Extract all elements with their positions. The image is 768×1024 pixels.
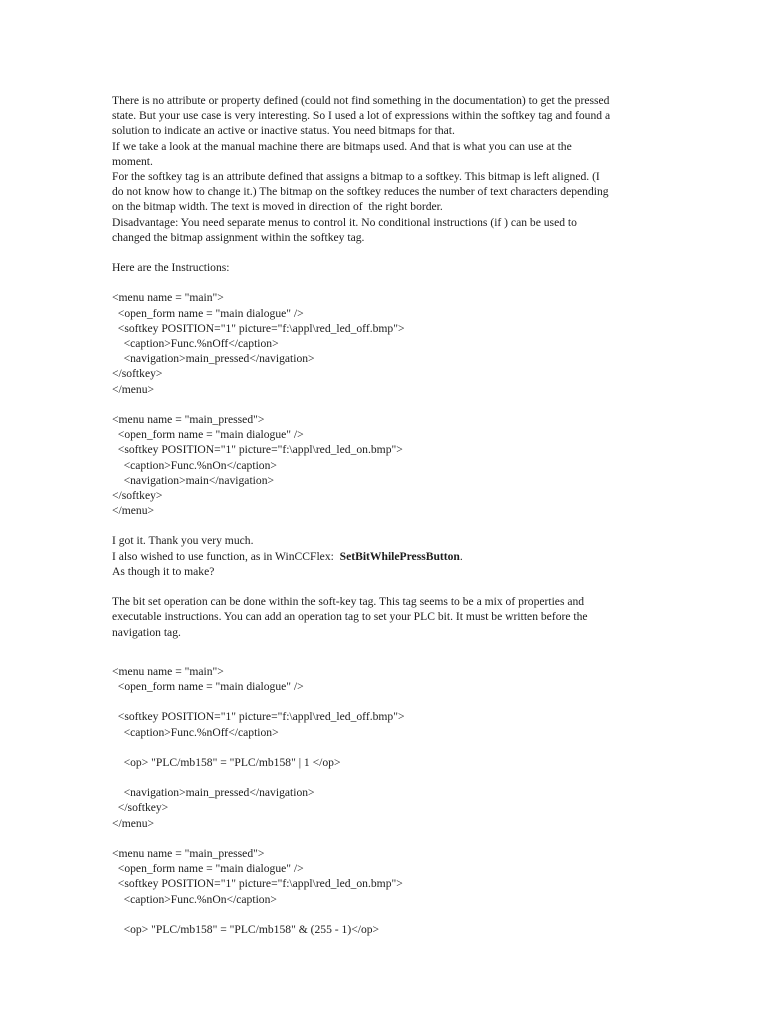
code-line: <menu name = "main"> [112, 664, 224, 678]
code-line: <open_form name = "main dialogue" /> [112, 428, 304, 442]
text-line: If we take a look at the manual machine there are bitmaps used. And that is what you can use at the [112, 139, 572, 153]
text-line: The bit set operation can be done within the soft-key tag. This tag seems to be a mix of properties and [112, 595, 585, 609]
code-line: <softkey POSITION="1" picture="f:\appl\red_led_off.bmp"> [112, 710, 405, 724]
spacer [112, 275, 657, 290]
code-block-main [112, 290, 657, 396]
code-line: <softkey POSITION="1" picture="f:\appl\red_led_on.bmp"> [112, 443, 403, 457]
code-line: <open_form name = "main dialogue" /> [112, 679, 304, 693]
document-content [112, 93, 657, 937]
reply-block [112, 533, 657, 579]
text-line: do not know how to change it.) The bitmap on the softkey reduces the number of text characters depending [112, 185, 609, 199]
code-block-main-pressed-op [112, 846, 657, 937]
code-line: <softkey POSITION="1" picture="f:\appl\red_led_on.bmp"> [112, 877, 403, 891]
spacer [112, 579, 657, 594]
code-line: </menu> [112, 382, 155, 396]
reply-prefix: I also wished to use function, as in WinCCFlex: [112, 549, 340, 563]
code-block-main-pressed [112, 412, 657, 518]
function-name: SetBitWhilePressButton [339, 549, 460, 563]
code-line: <navigation>main_pressed</navigation> [112, 352, 315, 366]
reply-line: I got it. Thank you very much. [112, 534, 254, 548]
spacer [112, 740, 657, 755]
code-line: <navigation>main_pressed</navigation> [112, 786, 315, 800]
text-line: state. But your use case is very interesting. So I used a lot of expressions within the softkey tag and found a [112, 109, 611, 123]
code-line: <softkey POSITION="1" picture="f:\appl\red_led_off.bmp"> [112, 321, 405, 335]
text-line: navigation tag. [112, 625, 181, 639]
spacer [112, 640, 657, 664]
code-line: </menu> [112, 504, 155, 518]
code-line: <open_form name = "main dialogue" /> [112, 862, 304, 876]
spacer [112, 831, 657, 846]
spacer [112, 518, 657, 533]
code-line: </softkey> [112, 488, 163, 502]
code-line: <navigation>main</navigation> [112, 473, 275, 487]
code-line: </menu> [112, 816, 155, 830]
code-line: </softkey> [112, 801, 169, 815]
paragraph-answer [112, 594, 657, 640]
code-line: <op> "PLC/mb158" = "PLC/mb158" | 1 </op> [112, 755, 341, 769]
text-line: solution to indicate an active or inactive status. You need bitmaps for that. [112, 124, 455, 138]
spacer [112, 907, 657, 922]
text-line: There is no attribute or property defined (could not find something in the documentation) to get the pressed [112, 94, 610, 107]
reply-line: As though it to make? [112, 564, 215, 578]
spacer [112, 770, 657, 785]
code-line: <caption>Func.%nOff</caption> [112, 725, 279, 739]
paragraph-intro [112, 93, 657, 245]
code-line: <menu name = "main_pressed"> [112, 847, 265, 860]
code-line: <menu name = "main"> [112, 291, 224, 305]
spacer [112, 245, 657, 260]
spacer [112, 397, 657, 412]
text-line: moment. [112, 154, 153, 168]
code-line: <caption>Func.%nOn</caption> [112, 458, 277, 472]
text-line: executable instructions. You can add an operation tag to set your PLC bit. It must be written before the [112, 610, 588, 624]
reply-line [112, 549, 657, 564]
text-line: changed the bitmap assignment within the softkey tag. [112, 230, 365, 244]
text-line: on the bitmap width. The text is moved in direction of the right border. [112, 200, 443, 214]
code-line: <op> "PLC/mb158" = "PLC/mb158" & (255 - 1)</op> [112, 922, 380, 936]
spacer [112, 694, 657, 709]
instructions-heading: Here are the Instructions: [112, 261, 230, 275]
code-line: <open_form name = "main dialogue" /> [112, 306, 304, 320]
text-line: Disadvantage: You need separate menus to control it. No conditional instructions (if ) can be used to [112, 215, 577, 229]
text-line: For the softkey tag is an attribute defined that assigns a bitmap to a softkey. This bitmap is left aligned. (I [112, 169, 600, 183]
reply-suffix: . [459, 549, 463, 563]
code-line: </softkey> [112, 367, 163, 381]
code-line: <menu name = "main_pressed"> [112, 412, 265, 426]
code-line: <caption>Func.%nOff</caption> [112, 337, 279, 350]
code-block-main-op [112, 664, 657, 831]
code-line: <caption>Func.%nOn</caption> [112, 892, 277, 906]
